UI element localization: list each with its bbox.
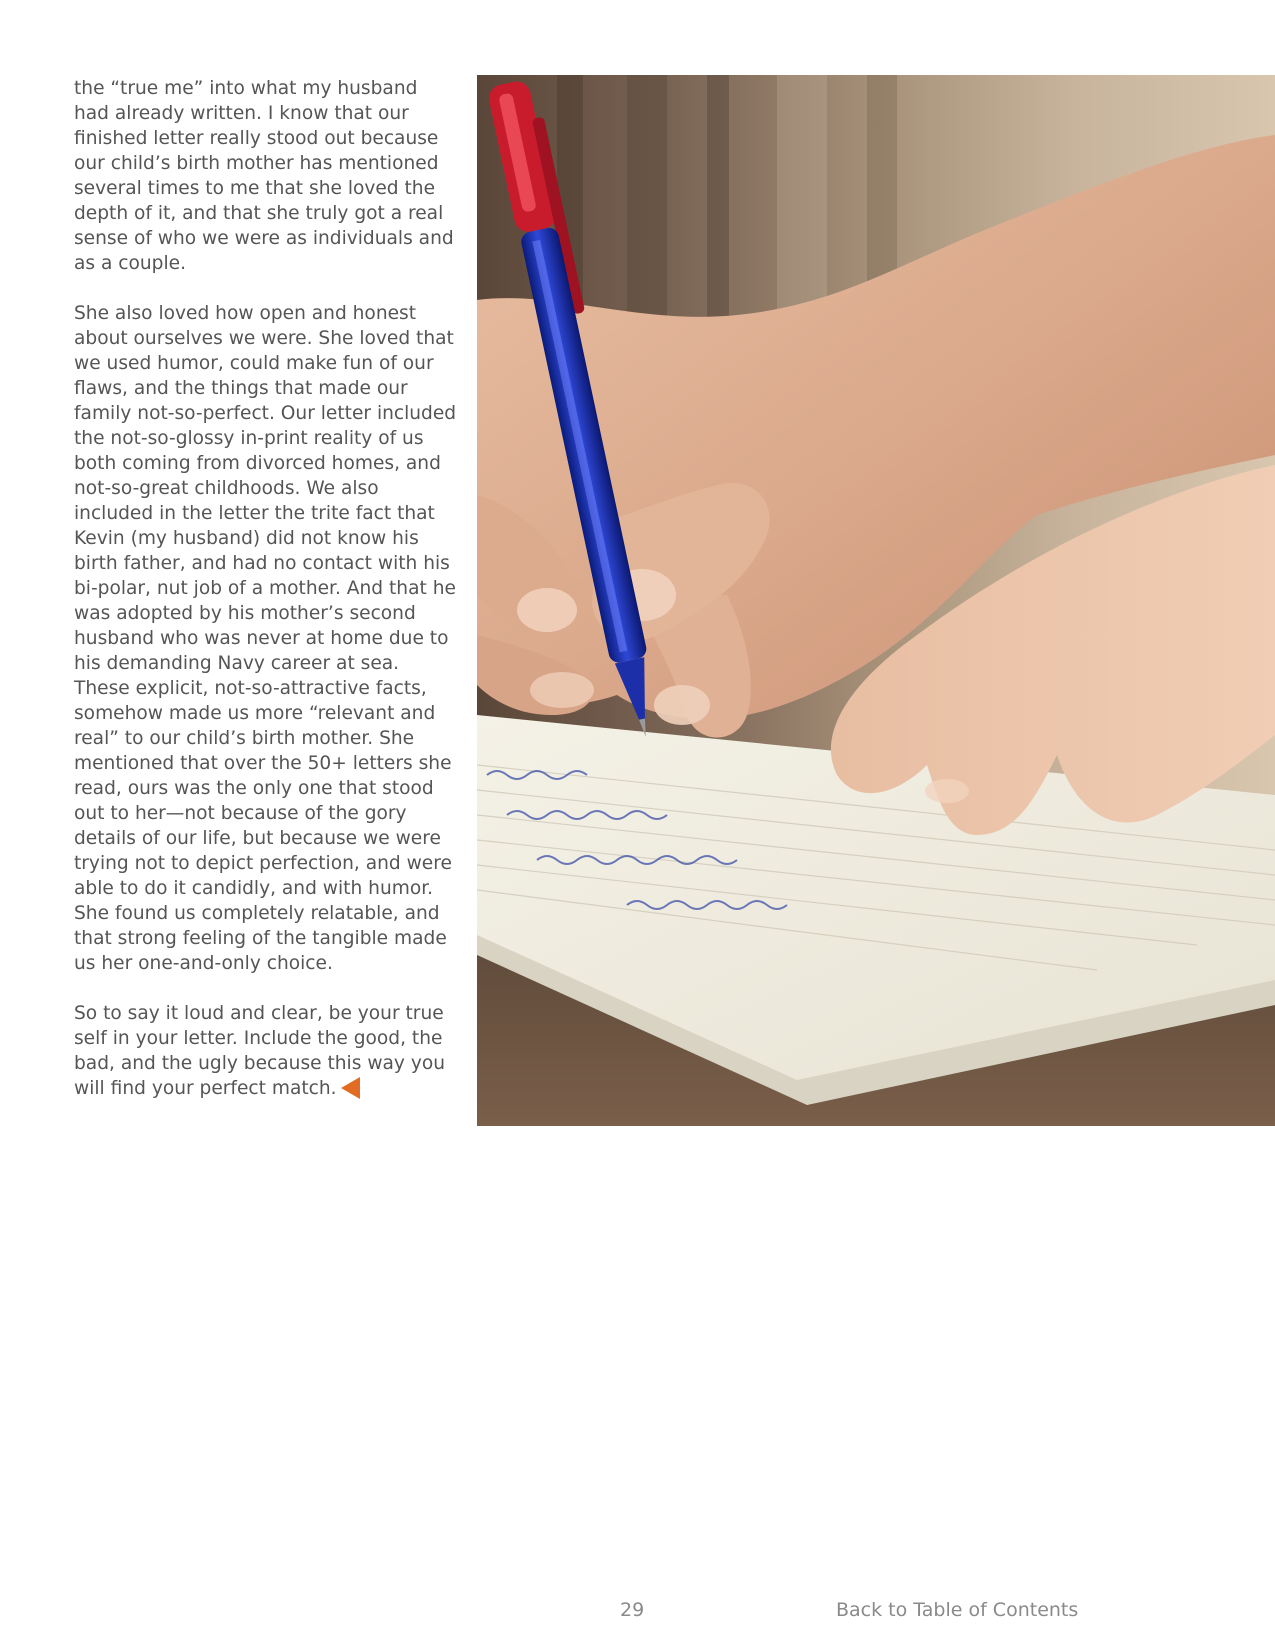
article-body	[74, 76, 458, 1126]
paragraph-text: So to say it loud and clear, be your true self in your letter. Include the good, the bad, and the ugly because this way you will find your perfect match.	[74, 1003, 446, 1099]
back-to-toc-link[interactable]: Back to Table of Contents	[836, 1599, 1079, 1621]
page-footer	[0, 1599, 1275, 1629]
paragraph: the “true me” into what my husband had already written. I know that our finished letter really stood out because our child’s birth mother has mentioned several times to me that she loved the depth of it, and that she truly got a real sense of who we were as individuals and as a couple.	[74, 78, 454, 274]
paragraph: She also loved how open and honest about ourselves we were. She loved that we used humor, could make fun of our flaws, and the things that made our family not-so-perfect. Our letter included the not-so-glossy in-print reality of us both coming from divorced homes, and not-so-great childhoods. We also included in the letter the trite fact that Kevin (my husband) did not know his birth father, and had no contact with his bi-polar, nut job of a mother. And that he was adopted by his mother’s second husband who was never at home due to his demanding Navy career at sea. These explicit, not-so-attractive facts, somehow made us more “relevant and real” to our child’s birth mother. She mentioned that over the 50+ letters she read, ours was the only one that stood out to her—not because of the gory details of our life, but because we were trying not to depict perfection, and were able to do it candidly, and with humor. She found us completely relatable, and that strong feeling of the tangible made us her one-and-only choice.	[74, 303, 457, 974]
page-number: 29	[620, 1599, 645, 1621]
paragraph-last	[74, 1001, 458, 1101]
end-of-article-icon	[341, 1077, 360, 1099]
hand-writing-photo	[477, 75, 1275, 1126]
photo-illustration	[477, 75, 1275, 1126]
